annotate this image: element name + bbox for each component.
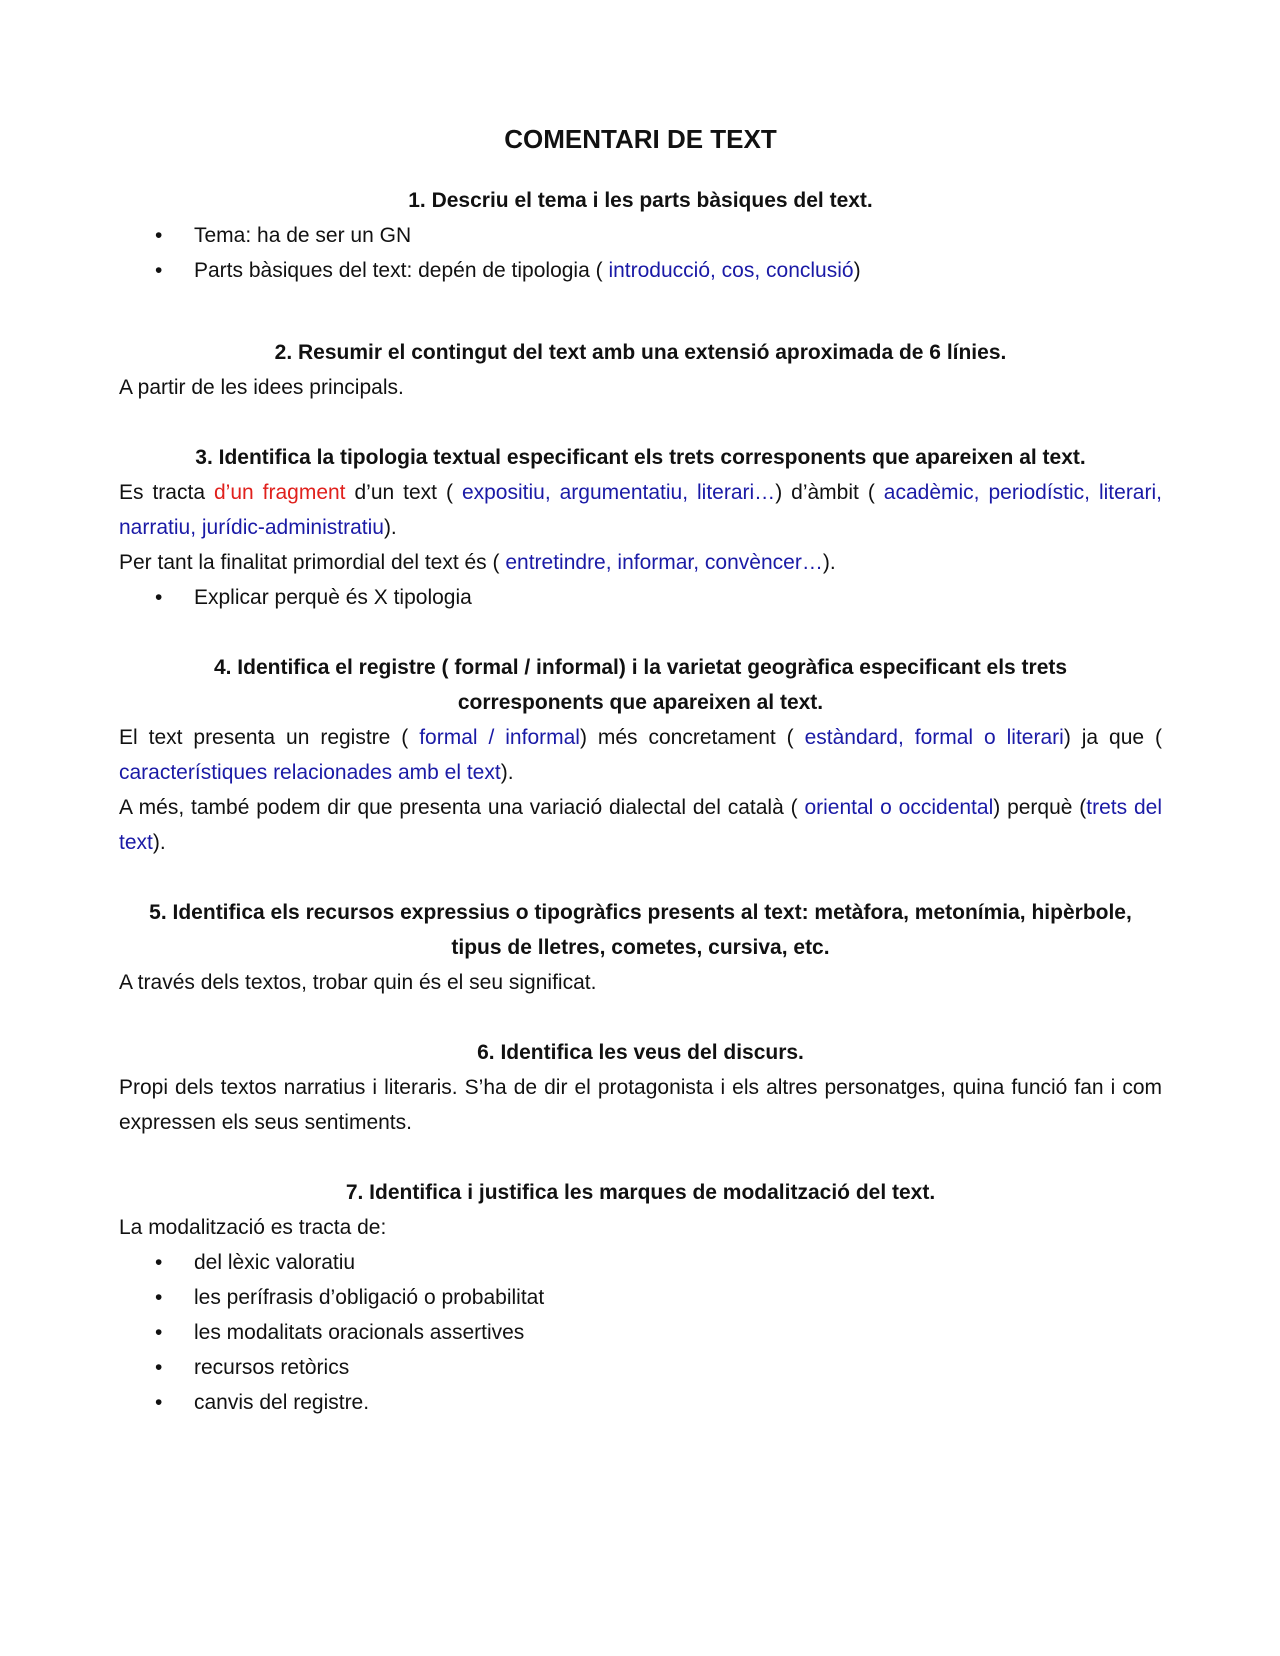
placeholder-text: formal / informal: [419, 726, 580, 749]
section-3-paragraph-1: Es tracta d’un fragment d’un text ( expositiu, argumentatiu, literari…) d’àmbit ( acadèmic, periodístic, literari, narratiu, jurídic-administratiu).: [119, 481, 1162, 539]
section-4-paragraph-2: A més, també podem dir que presenta una variació dialectal del català ( oriental o occidental) perquè (trets del text).: [119, 796, 1163, 854]
section-7-list: [119, 1245, 1162, 1420]
highlight-text: d’un fragment: [213, 481, 346, 504]
section-3: [119, 440, 1162, 615]
section-2-heading: 2. Resumir el contingut del text amb una extensió aproximada de 6 línies.: [274, 341, 1007, 364]
list-item: • Explicar perquè és X tipologia: [119, 580, 1162, 615]
section-5-heading: 5. Identifica els recursos expressius o tipogràfics presents al text: metàfora, metonímia, hipèrbole, tipus de lletres, cometes, cursiva, etc.: [149, 901, 1132, 959]
bullet-icon: •: [155, 586, 163, 609]
bullet-icon: •: [155, 1356, 163, 1379]
section-6: [119, 1035, 1162, 1140]
placeholder-text: acadèmic, periodístic, literari, narratiu, jurídic-administratiu: [119, 481, 1162, 539]
section-7-heading: 7. Identifica i justifica les marques de modalització del text.: [345, 1181, 936, 1204]
section-3-paragraph-2: Per tant la finalitat primordial del text és ( entretindre, informar, convèncer…).: [119, 551, 836, 574]
bullet-icon: •: [155, 1321, 163, 1344]
section-4: [119, 650, 1162, 860]
section-5-text: A través dels textos, trobar quin és el seu significat.: [119, 971, 597, 994]
list-item: • Parts bàsiques del text: depén de tipologia ( introducció, cos, conclusió): [119, 253, 1162, 288]
section-4-heading: 4. Identifica el registre ( formal / informal) i la varietat geogràfica especificant els trets corresponents que apareixen al text.: [213, 656, 1068, 714]
section-5: [119, 895, 1162, 1000]
placeholder-text: oriental o occidental: [804, 796, 994, 819]
bullet-icon: •: [155, 1251, 163, 1274]
section-1: [119, 183, 1162, 288]
section-1-list: [119, 218, 1162, 288]
list-item: • recursos retòrics: [119, 1350, 1162, 1385]
document-title: COMENTARI DE TEXT: [504, 124, 777, 154]
bullet-icon: •: [155, 259, 163, 282]
bullet-icon: •: [155, 224, 163, 247]
placeholder-text: estàndard, formal o literari: [804, 726, 1064, 749]
list-item: • les perífrasis d’obligació o probabilitat: [119, 1280, 1162, 1315]
placeholder-text: introducció, cos, conclusió: [608, 259, 854, 282]
section-7: [119, 1175, 1162, 1420]
section-4-paragraph-1: El text presenta un registre ( formal / informal) més concretament ( estàndard, formal o literari) ja que ( característiques relacionades amb el text).: [119, 726, 1162, 784]
section-7-intro: La modalització es tracta de:: [119, 1216, 387, 1239]
list-item: • del lèxic valoratiu: [119, 1245, 1162, 1280]
placeholder-text: entretindre, informar, convèncer…: [505, 551, 823, 574]
section-1-heading: 1. Descriu el tema i les parts bàsiques del text.: [408, 189, 873, 212]
bullet-icon: •: [155, 1391, 163, 1414]
section-2: [119, 335, 1162, 405]
section-3-list: [119, 580, 1162, 615]
section-3-heading: 3. Identifica la tipologia textual especificant els trets corresponents que apareixen al text.: [195, 446, 1086, 469]
placeholder-text: expositiu, argumentatiu, literari…: [461, 481, 776, 504]
placeholder-text: trets del text: [119, 796, 1163, 854]
bullet-icon: •: [155, 1286, 163, 1309]
list-item: • Tema: ha de ser un GN: [119, 218, 1162, 253]
list-item: • canvis del registre.: [119, 1385, 1162, 1420]
section-2-text: A partir de les idees principals.: [119, 376, 404, 399]
section-6-text: Propi dels textos narratius i literaris. S’ha de dir el protagonista i els altres personatges, quina funció fan i com expressen els seus sentiments.: [119, 1076, 1162, 1134]
placeholder-text: característiques relacionades amb el text: [119, 761, 501, 784]
list-item: • les modalitats oracionals assertives: [119, 1315, 1162, 1350]
section-6-heading: 6. Identifica les veus del discurs.: [477, 1041, 804, 1064]
